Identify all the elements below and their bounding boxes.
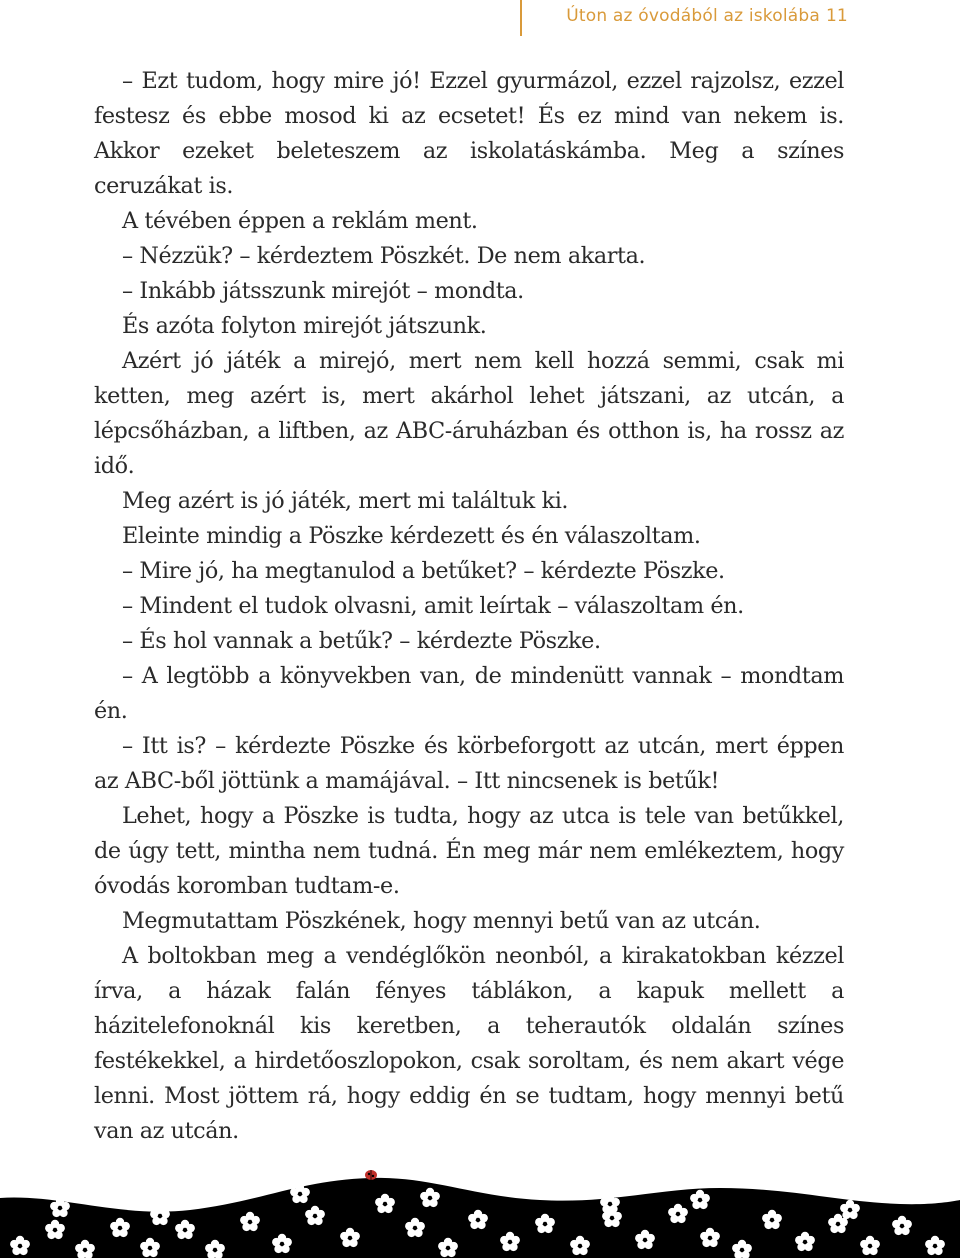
paragraph: A boltokban meg a vendéglőkön neonból, a kirakatokban kézzel írva, a házak falán fényes táblákon, a kapuk mellett a házitelefonoknál kis keretben, a teherautók oldalán színes festékekkel, a hirdetőoszlopokon, csak soroltam, és nem akart vége lenni. Most jöttem rá, hogy eddig én se tudtam, hogy mennyi betű van az utcán.	[94, 943, 844, 1144]
paragraph: Azért jó játék a mirejó, mert nem kell hozzá semmi, csak mi ketten, meg azért is, mert akárhol lehet játszani, az utcán, a lépcsőházban, a liftben, az ABC-áruházban és otthon is, ha rossz az idő.	[94, 348, 844, 479]
footer-flower-border	[0, 1158, 960, 1258]
paragraph: – Nézzük? – kérdeztem Pöszkét. De nem akarta.	[122, 243, 646, 269]
page-number: 11	[826, 6, 848, 26]
ladybug-icon	[365, 1170, 377, 1180]
header-title: Úton az óvodából az iskolába	[566, 6, 820, 26]
paragraph: – Mire jó, ha megtanulod a betűket? – kérdezte Pöszke.	[122, 558, 725, 584]
paragraph: – És hol vannak a betűk? – kérdezte Pöszke.	[122, 628, 601, 654]
flower-icon	[150, 1206, 170, 1225]
paragraph: – Ezt tudom, hogy mire jó! Ezzel gyurmázol, ezzel rajzolsz, ezzel festesz és ebbe mosod ki az ecsetet! És ez mind van nekem is. Akkor ezeket beleteszem az iskolatáskámba. Meg a színes ceruzákat is.	[94, 68, 844, 199]
paragraph: Lehet, hogy a Pöszke is tudta, hogy az utca is tele van betűkkel, de úgy tett, mintha nem tudná. Én meg már nem emlékeztem, hogy óvodás koromban tudtam-e.	[94, 803, 844, 899]
paragraph: A tévében éppen a reklám ment.	[122, 208, 478, 234]
paragraph: Eleinte mindig a Pöszke kérdezett és én válaszoltam.	[122, 523, 701, 549]
flower-icon	[600, 1194, 620, 1213]
paragraph: És azóta folyton mirejót játszunk.	[122, 313, 487, 339]
paragraph: – A legtöbb a könyvekben van, de mindenütt vannak – mondtam én.	[94, 663, 844, 724]
paragraph: Megmutattam Pöszkének, hogy mennyi betű van az utcán.	[122, 908, 761, 934]
paragraph: Meg azért is jó játék, mert mi találtuk ki.	[122, 488, 569, 514]
paragraph: – Itt is? – kérdezte Pöszke és körbeforgott az utcán, mert éppen az ABC-ből jöttünk a mamájával. – Itt nincsenek is betűk!	[94, 733, 844, 794]
paragraph: – Mindent el tudok olvasni, amit leírtak – válaszoltam én.	[122, 593, 744, 619]
paragraph: – Inkább játsszunk mirejót – mondta.	[122, 278, 524, 304]
body-text	[94, 64, 844, 1149]
running-header	[0, 0, 960, 40]
header-rule	[520, 0, 522, 36]
